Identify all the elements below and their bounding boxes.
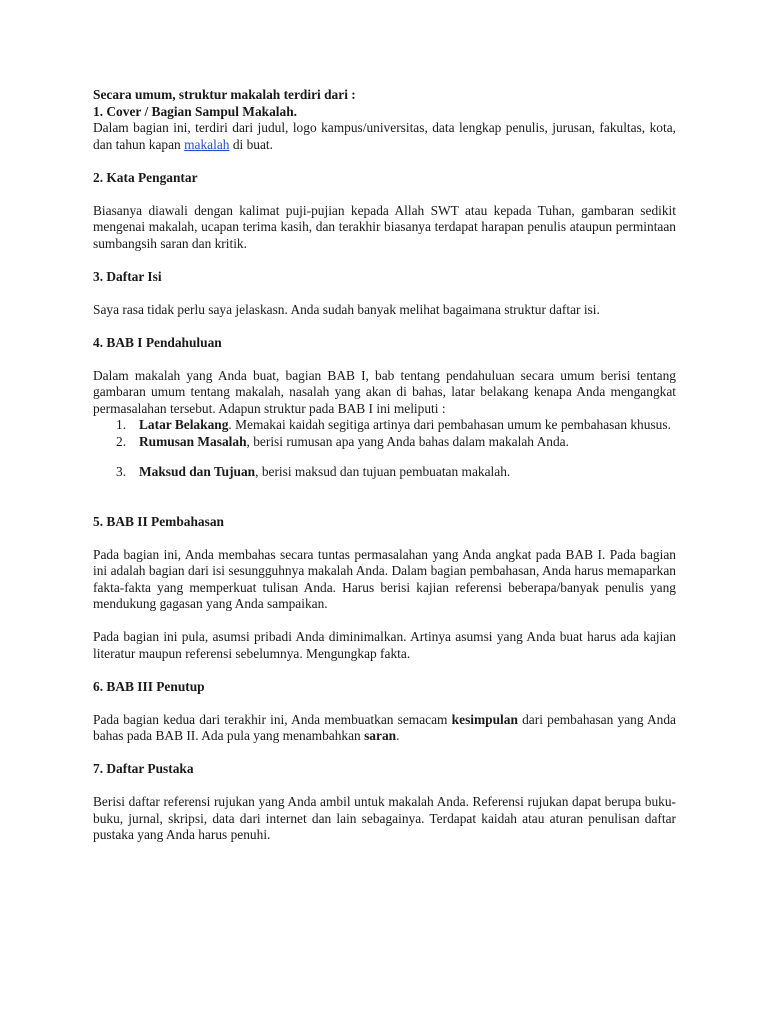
section-heading-daftar-pustaka: 7. Daftar Pustaka <box>93 761 194 776</box>
paragraph-bab-ii-1: Pada bagian ini, Anda membahas secara tuntas permasalahan yang Anda angkat pada BAB I. Pada bagian ini adalah bagian dari isi sesungguhnya makalah Anda. Dalam bagian pembahasan, Anda harus memaparkan fakta-fakta yang memperkuat tulisan Anda. Harus berisi kajian referensi beberapa/banyak penulis yang mendukung gagasan yang Anda sampaikan. <box>93 546 676 611</box>
text-run: . <box>396 728 400 743</box>
paragraph-daftar-isi: Saya rasa tidak perlu saya jelaskasn. Anda sudah banyak melihat bagaimana struktur daftar isi. <box>93 301 600 317</box>
paragraph-cover <box>93 120 676 153</box>
text-run: Dalam bagian ini, terdiri dari judul, logo kampus/universitas, data lengkap penulis, jurusan, fakultas, kota, dan tahun kapan <box>93 120 676 152</box>
text-run: di buat. <box>229 136 273 152</box>
section-heading-kata-pengantar: 2. Kata Pengantar <box>93 169 198 185</box>
section-heading-bab-i: 4. BAB I Pendahuluan <box>93 334 222 350</box>
list-number: 2. <box>116 433 127 449</box>
paragraph-bab-i: Dalam makalah yang Anda buat, bagian BAB I, bab tentang pendahuluan secara umum berisi tentang gambaran umum tentang makalah, nasalah yang akan di bahas, latar belakang kenapa Anda mengangkat permasalahan tersebut. Adapun struktur pada BAB I ini meliputi : <box>93 367 676 416</box>
text-run: dari pembahasan yang Anda bahas pada BAB II. Ada pula yang menambahkan <box>93 711 676 743</box>
document-page <box>93 87 676 844</box>
list-term: Latar Belakang <box>139 417 229 432</box>
list-number: 3. <box>116 464 127 479</box>
section-heading-daftar-isi: 3. Daftar Isi <box>93 268 162 284</box>
bold-term: saran <box>364 728 397 743</box>
bold-term: kesimpulan <box>451 711 518 727</box>
list-item <box>93 464 676 481</box>
list-number: 1. <box>116 417 127 432</box>
section-heading-cover: 1. Cover / Bagian Sampul Makalah. <box>93 103 297 119</box>
paragraph-bab-ii-2: Pada bagian ini pula, asumsi pribadi Anda diminimalkan. Artinya asumsi yang Anda buat harus ada kajian literatur maupun referensi sebelumnya. Mengungkap fakta. <box>93 629 676 661</box>
list-term: Maksud dan Tujuan <box>139 464 256 479</box>
section-heading-bab-iii: 6. BAB III Penutup <box>93 678 205 694</box>
section-heading-bab-ii: 5. BAB II Pembahasan <box>93 513 224 529</box>
paragraph-bab-iii <box>93 712 676 745</box>
list-text: . Memakai kaidah segitiga artinya dari pembahasan umum ke pembahasan khusus. <box>228 417 671 432</box>
list-item <box>93 417 676 434</box>
paragraph-daftar-pustaka: Berisi daftar referensi rujukan yang Anda ambil untuk makalah Anda. Referensi rujukan dapat berupa buku-buku, jurnal, skripsi, data dari internet dan lain sebagainya. Terdapat kaidah atau aturan penulisan daftar pustaka yang Anda harus penuhi. <box>93 794 676 842</box>
intro-line: Secara umum, struktur makalah terdiri dari : <box>93 87 356 102</box>
makalah-link[interactable]: makalah <box>184 136 230 152</box>
list-term: Rumusan Masalah <box>139 433 247 449</box>
paragraph-kata-pengantar: Biasanya diawali dengan kalimat puji-pujian kepada Allah SWT atau kepada Tuhan, gambaran sedikit mengenai makalah, ucapan terima kasih, dan terakhir biasanya terdapat harapan penulis ataupun permintaan sumbangsih saran dan kritik. <box>93 202 676 251</box>
text-run: Pada bagian kedua dari terakhir ini, Anda membuatkan semacam <box>93 711 452 727</box>
list-text: , berisi maksud dan tujuan pembuatan makalah. <box>255 464 511 479</box>
bab-i-list <box>93 417 676 481</box>
list-text: , berisi rumusan apa yang Anda bahas dalam makalah Anda. <box>246 433 569 449</box>
list-item <box>93 434 676 451</box>
